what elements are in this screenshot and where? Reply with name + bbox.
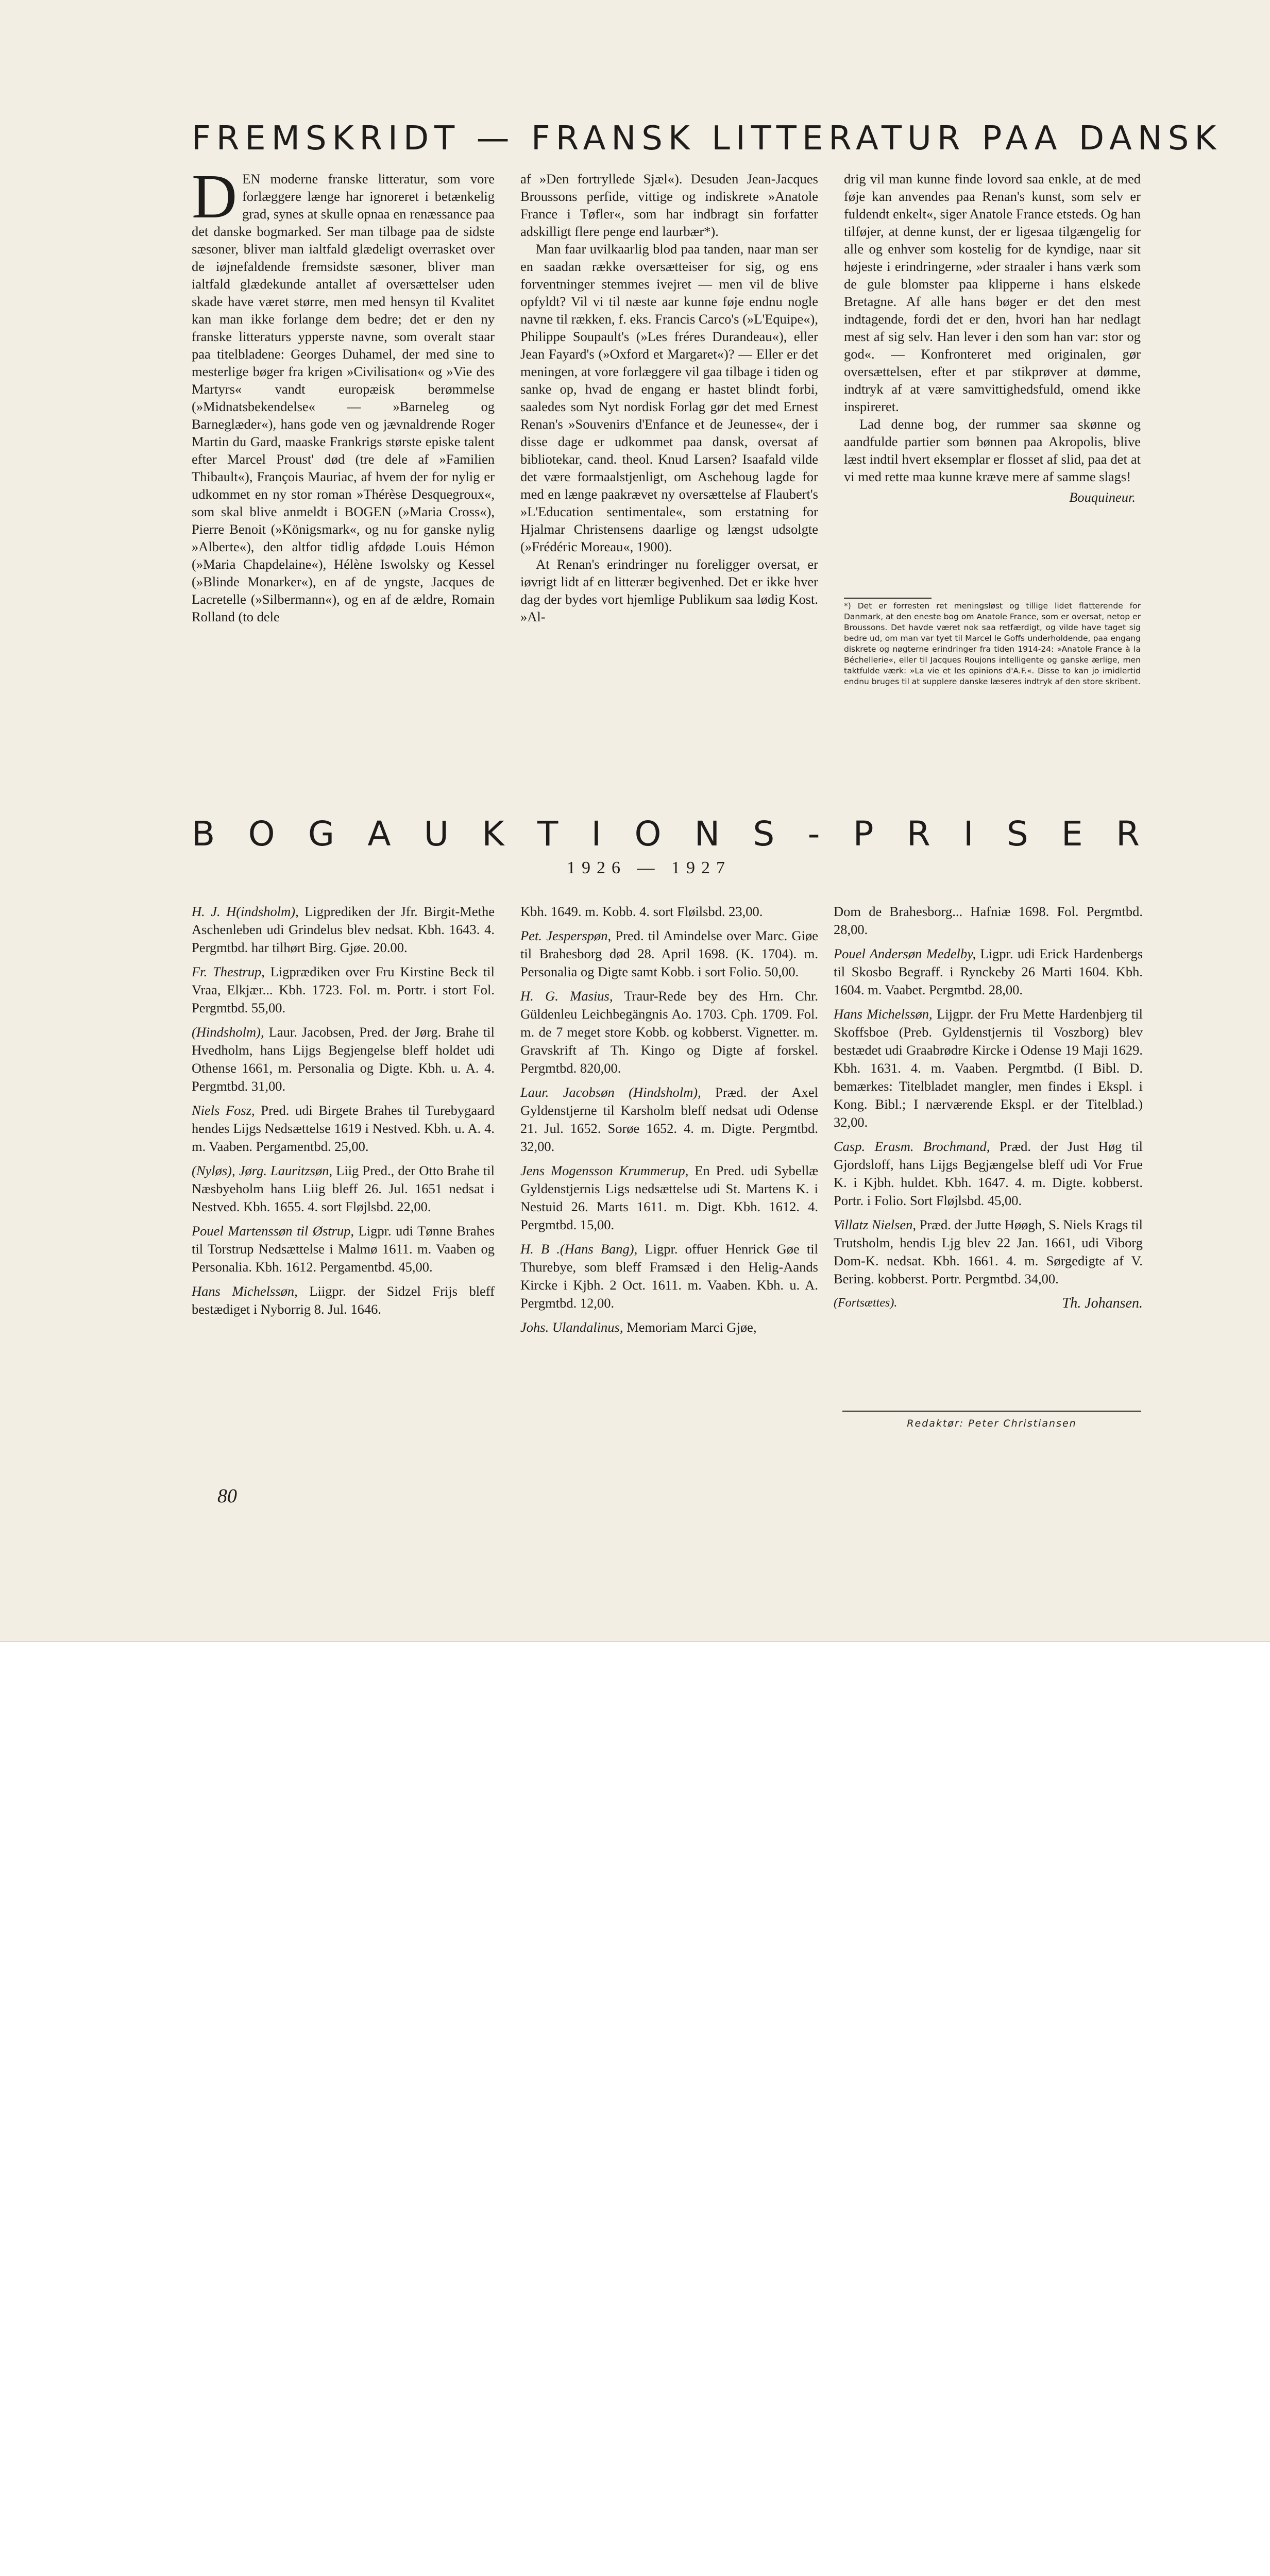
article-title: FREMSKRIDT — FRANSK LITTERATUR PAA DANSK: [192, 120, 1222, 158]
auction-entry: [834, 1216, 1143, 1288]
entry-author: Niels Fosz,: [192, 1103, 255, 1118]
entry-text: Ligpr. udi Erick Hardenbergs til Skosbo Begraff. i Rynckeby 26 Marti 1604. Kbh. 1604. m. Vaabet. Pergmtbd. 28,00.: [834, 946, 1143, 997]
title-letter: R: [906, 814, 930, 854]
article-signature: Bouquineur.: [1069, 489, 1136, 505]
entry-author: Hans Michelssøn,: [834, 1006, 933, 1022]
auction-entry: [520, 987, 818, 1077]
title-letter: O: [634, 814, 662, 854]
entry-text: Traur-Rede bey des Hrn. Chr. Güldenleu Leichbegängnis Ao. 1703. Cph. 1709. Fol. m. de 7 meget store Kobb. og kobberst. Vignetter. m. Gravskrift af Th. Kingo og Digte af forskel. Pergmtbd. 820,00.: [520, 988, 818, 1076]
paragraph: drig vil man kunne finde lovord saa enkle, at de med føje kan anvendes paa Renan's kunst, som selv er fuldendt enkelt«, siger Anatole France etsteds. Og han tilføjer, at denne kunst, der er ligesaa tilgængelig for alle og enhver som kostelig for de kyndige, naar sit højeste i erindringerne, »der straaler i hans værk som de gule blomster paa klipperne i hans elskede Bretagne. Af alle hans bøger er det den mest indtagende, fordi det er den, hvori han har nedlagt mest af sig selv. Han lever i den som han var: stor og god«. — Konfronteret med originalen, gør oversættelsen, efter et par stikprøver at dømme, indtryk af at være samvittighedsfuld, omend ikke inspireret.: [844, 171, 1141, 414]
auction-entry: [192, 1282, 495, 1318]
entry-text: Præd. der Just Høg til Gjordsloff, hans Lijgs Begjængelse bleff udi Vor Frue K. i Kjbh. huldet. Kbh. 1647. 4. m. Digte. kobberst. Portr. i Folio. Sort Fløjlsbd. 45,00.: [834, 1139, 1143, 1208]
title-letter: R: [1116, 814, 1140, 854]
entry-text: Ligpr. offuer Henrick Gøe til Thurebye, som bleff Framsæd i den Helig-Aands Kircke i Kjbh. 2 Oct. 1611. m. Vaaben. Kbh. u. A. Pergmtbd. 12,00.: [520, 1241, 818, 1311]
entry-author: Hans Michelssøn,: [192, 1283, 298, 1299]
auction-entry: [520, 1162, 818, 1234]
title-letter: K: [482, 814, 504, 854]
auction-entry: [192, 963, 495, 1017]
editor-credit: Redaktør: Peter Christiansen: [907, 1418, 1077, 1429]
entry-author: Villatz Nielsen,: [834, 1217, 917, 1232]
entry-author: H. G. Masius,: [520, 988, 613, 1004]
title-letter: U: [424, 814, 449, 854]
entry-text: Ligprædiken over Fru Kirstine Beck til Vraa, Elkjær... Kbh. 1723. Fol. m. Portr. i stort Fol. Pergmtbd. 55,00.: [192, 964, 495, 1015]
entry-author: Jens Mogensson Krummerup,: [520, 1163, 689, 1178]
auction-signature: Th. Johansen.: [1062, 1295, 1143, 1311]
auction-column-2: [520, 903, 818, 1433]
title-letter: G: [308, 814, 335, 854]
auction-entry: [520, 1318, 818, 1336]
paragraph: af »Den fortryllede Sjæl«). Desuden Jean-Jacques Broussons perfide, vittige og indiskrete »Anatole France i Tøfler«, som har indbragt sin forfatter adskilligt flere penge end laurbær*).: [520, 171, 818, 239]
auction-entry: [834, 1005, 1143, 1131]
title-letter: A: [367, 814, 391, 854]
viewer-footer: [0, 1641, 1270, 1745]
auction-entry: [192, 1162, 495, 1216]
entry-text: Præd. der Axel Gyldenstjerne til Karsholm bleff nedsat udi Odense 21. Jul. 1652. Sorøe 1652. 4. m. Digte. Pergmtbd. 32,00.: [520, 1084, 818, 1154]
title-letter: P: [853, 814, 874, 854]
paragraph: DEN moderne franske litteratur, som vore forlæggere længe har ignoreret i betænkelig grad, synes at skulle opnaa en renæssance paa det danske bogmarked. Ser man tilbage paa de sidste sæsoner, bliver man ialtfald glædeligt overrasket over de iøjnefaldende fremsidste sæsoner, bliver man ialtfald glædekunde antallet af oversættelser uden skade have været større, men med hensyn til Kvalitet kan man ikke forlange dem bedre; det er den ny franske litteraturs ypperste navne, som overalt staar paa titelbladene: Georges Duhamel, der med sine to mesterlige bøger fra krigen »Civilisation« og »Vie des Martyrs« vandt europæisk berømmelse (»Midnatsbekendelse« — »Barneleg og Barneglæder«), hans gode ven og jævnaldrende Roger Martin du Gard, maaske Frankrigs største episke talent efter Marcel Proust' død (tre dele af »Familien Thibault«), François Mauriac, af hvem der for nylig er udkommet en ny stor roman »Thérèse Desquegroux«, som skal blive anmeldt i BOGEN (»Maria Cross«), Pierre Benoit (»Königsmark«, og nu for ganske nylig »Alberte«), den altfor tidlig afdøde Louis Hémon (»Maria Chapdelaine«), Hélène Iswolsky og Kessel (»Blinde Monarker«), en af de yngste, Jacques de Lacretelle (»Silbermann«), og en af de ældre, Romain Rolland (to dele: [192, 170, 495, 624]
entry-author: H. B .(Hans Bang),: [520, 1241, 638, 1257]
auction-entry: [192, 903, 495, 957]
title-letter: I: [963, 814, 974, 854]
page-number: 80: [217, 1485, 237, 1507]
editor-rule: [842, 1411, 1141, 1412]
auction-entry: [520, 1083, 818, 1156]
title-letter: O: [248, 814, 275, 854]
auction-entry: [834, 945, 1143, 999]
auction-column-1: [192, 903, 495, 1433]
title-letter: N: [694, 814, 720, 854]
title-letter: E: [1061, 814, 1083, 854]
entry-author: Johs. Ulandalinus,: [520, 1319, 623, 1335]
entry-author: (Hindsholm),: [192, 1024, 264, 1040]
title-letter: S: [753, 814, 775, 854]
entry-text: Ligprediken der Jfr. Birgit-Methe Aschenleben udi Grindelus blev nedsat. Kbh. 1643. 4. Pergmtbd. har tilhørt Birg. Gjøe. 20.00.: [192, 904, 495, 955]
entry-text: Laur. Jacobsen, Pred. der Jørg. Brahe til Hvedholm, hans Lijgs Begjengelse bleff holdet udi Othense 1661, m. Personalia og Digte. Kbh. u. A. 4. Pergmtbd. 31,00.: [192, 1024, 495, 1094]
entry-text: Pred. til Amindelse over Marc. Giøe til Brahesborg død 28. April 1698. (K. 1704). m. Personalia og Digte samt Kobb. i sort Folio. 50,00.: [520, 928, 818, 979]
article-column-1: [192, 170, 495, 761]
paragraph: Lad denne bog, der rummer saa skønne og aandfulde partier som bønnen paa Akropolis, blive læst indtil hvert eksemplar er flosset af slid, paa det at vi med rette maa kunne kræve mere af samme slags!: [844, 416, 1141, 484]
entry-author: Fr. Thestrup,: [192, 964, 265, 979]
auction-title: [192, 814, 1140, 854]
title-letter: T: [537, 814, 558, 854]
entry-author: Pouel Martenssøn til Østrup,: [192, 1223, 354, 1239]
auction-entry: [192, 1023, 495, 1095]
article-footnote: [844, 598, 1141, 752]
entry-text: Dom de Brahesborg... Hafniæ 1698. Fol. Pergmtbd. 28,00.: [834, 904, 1143, 937]
article-column-2: [520, 170, 818, 761]
entry-author: Pet. Jesperspøn,: [520, 928, 612, 943]
auction-entry: [192, 1101, 495, 1156]
entry-author: Casp. Erasm. Brochmand,: [834, 1139, 990, 1154]
title-letter: S: [1006, 814, 1028, 854]
entry-author: H. J. H(indsholm),: [192, 904, 299, 919]
entry-text: Memoriam Marci Gjøe,: [623, 1319, 757, 1335]
entry-text: Liigpr. der Sidzel Frijs bleff bestædiget i Nyborrig 8. Jul. 1646.: [192, 1283, 495, 1317]
continued-note: (Fortsættes).: [834, 1296, 898, 1310]
auction-entry: [520, 903, 818, 921]
entry-author: Pouel Andersøn Medelby,: [834, 946, 976, 961]
article-column-3: [844, 170, 1141, 598]
auction-entry: [834, 1138, 1143, 1210]
entry-text: Præd. der Jutte Høøgh, S. Niels Krags til Trutsholm, hendis Ljg blev 22 Jan. 1661, udi Viborg Dom-K. nedsat. Kbh. 1661. 4. m. Sørgedigte af V. Bering. kobberst. Portr. Pergmtbd. 34,00.: [834, 1217, 1143, 1286]
entry-text: Pred. udi Birgete Brahes til Turebygaard hendes Lijgs Nedsættelse 1619 i Nestved. Kbh. u. A. 4. m. Vaaben. Pergamentbd. 25,00.: [192, 1103, 495, 1154]
auction-years: 1926 — 1927: [567, 858, 731, 877]
auction-entry: [520, 1240, 818, 1312]
entry-text: Kbh. 1649. m. Kobb. 4. sort Fløilsbd. 23,00.: [520, 904, 763, 919]
title-letter: -: [807, 814, 820, 854]
paragraph: At Renan's erindringer nu foreligger oversat, er iøvrigt lidt af en litterær begivenhed. Det er ikke hver dag der bydes vort hjemlige Publikum saa lødig Kost. »Al-: [520, 556, 818, 624]
auction-entry: [834, 903, 1143, 939]
article-column-3-body: [844, 170, 1141, 485]
auction-footer: [834, 1294, 1143, 1312]
entry-text: En Pred. udi Sybellæ Gyldenstjernis Ligs nedsættelse udi St. Martens K. i Nestuid 26. Marts 1611. m. Digt. Kbh. 1612. 4. Pergmtbd. 15,00.: [520, 1163, 818, 1232]
entry-text: Ligpr. udi Tønne Brahes til Torstrup Nedsættelse i Malmø 1611. m. Vaaben og Personalia. Kbh. 1612. Pergamentbd. 45,00.: [192, 1223, 495, 1275]
entry-author: Laur. Jacobsøn (Hindsholm),: [520, 1084, 701, 1100]
entry-text: Lijgpr. der Fru Mette Hardenbjerg til Skoffsboe (Preb. Gyldenstjernis til Voszborg) blev bestædet udi Graabrødre Kircke i Odense 19 Maji 1629. Kbh. 1631. 4. m. Vaaben. Pergmtbd. (I Bibl. D. bemærkes: Titelbladet mangler, men findes i Ekspl. i Kong. Bibl.; I nærværende Ekspl. er der Titelblad.) 32,00.: [834, 1006, 1143, 1130]
auction-column-3-body: [834, 903, 1143, 1288]
auction-entry: [520, 927, 818, 981]
title-letter: I: [591, 814, 602, 854]
entry-text: Liig Pred., der Otto Brahe til Næsbyeholm hans Liig bleff 26. Jul. 1651 nedsat i Nestved. Kbh. 1655. 4. sort Fløjlsbd. 22,00.: [192, 1163, 495, 1214]
entry-author: (Nyløs), Jørg. Lauritzsøn,: [192, 1163, 333, 1178]
paragraph: Man faar uvilkaarlig blod paa tanden, naar man ser en saadan række oversætteiser for sig, og ens forventninger stemmes ivejret — men vil de blive opfyldt? Vil vi til næste aar kunne føje endnu nogle navne til rækken, f. eks. Francis Carco's (»L'Equipe«), Philippe Soupault's (»Les fréres Durandeau«), eller Jean Fayard's (»Oxford et Margaret«)? — Eller er det meningen, at vore forlæggere vil gaa tilbage i tiden og sanke op, hvad de engang er hastet blindt forbi, saaledes som Nyt nordisk Forlag gør det med Ernest Renan's »Souvenirs d'Enfance et de Jeunesse«, der i disse dage er udkommet paa dansk, oversat af bibliotekar, cand. theol. Knud Larsen? Isaafald vilde det være formaalstjenligt, om Aschehoug lagde for med en længe paakrævet ny oversættelse af Flaubert's »L'Education sentimentale«, som erstatning for Hjalmar Christensens daarlige og længst udsolgte (»Frédéric Moreau«, 1900).: [520, 241, 818, 554]
footnote-rule: [844, 598, 932, 599]
footnote-text: *) Det er forresten ret meningsløst og tillige lidet flatterende for Danmark, at den eneste bog om Anatole France, som er oversat, netop er Broussons. Det havde været nok saa retfærdigt, og vilde have taget sig bedre ud, om man var tyet til Marcel le Goffs underholdende, paa engang diskrete og nøgterne erindringer fra tiden 1914-24: »Anatole France à la Béchellerie«, eller til Jacques Roujons intelligente og ganske ærlige, men taktfulde værk: »La vie et les opinions d'A.F.«. Disse to kan jo imidlertid endnu bruges til at supplere danske læseres indtryk af den store skribent.: [844, 601, 1141, 686]
title-letter: B: [192, 814, 215, 854]
auction-column-3: [834, 903, 1143, 1423]
auction-entry: [192, 1222, 495, 1276]
